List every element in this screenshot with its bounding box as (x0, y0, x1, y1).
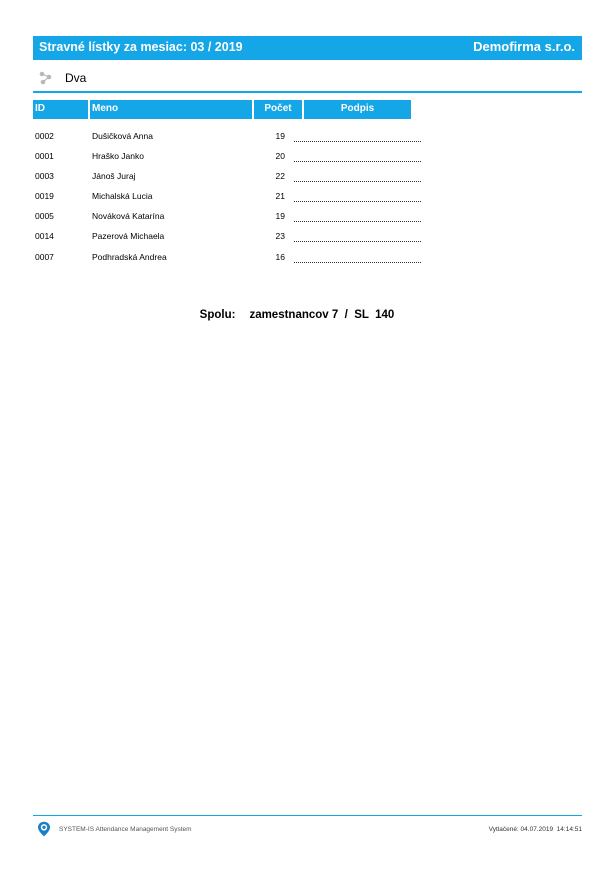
table-row (0, 209, 616, 225)
row-id: 0003 (35, 171, 54, 181)
company-name: Demofirma s.r.o. (473, 39, 575, 54)
table-row (0, 129, 616, 145)
signature-line (294, 181, 421, 182)
table-row (0, 250, 616, 266)
table-row (0, 169, 616, 185)
group-name: Dva (65, 71, 87, 85)
column-header-signature: Podpis (304, 100, 411, 119)
row-count: 19 (275, 211, 285, 221)
row-id: 0007 (35, 252, 54, 262)
row-name: Dušičková Anna (92, 131, 153, 141)
row-name: Nováková Katarína (92, 211, 165, 221)
report-header (33, 36, 582, 60)
summary-label: Spolu: (199, 309, 236, 321)
signature-line (294, 241, 421, 242)
signature-line (294, 221, 421, 222)
group-divider (33, 91, 582, 93)
footer-divider (33, 815, 582, 816)
row-name: Podhradská Andrea (92, 252, 167, 262)
signature-line (294, 141, 421, 142)
row-id: 0001 (35, 151, 54, 161)
signature-line (294, 201, 421, 202)
group-nodes-icon (38, 70, 54, 86)
row-count: 23 (275, 231, 285, 241)
footer-system-name: SYSTEM-IS Attendance Management System (59, 826, 192, 833)
location-pin-logo-icon (37, 821, 51, 837)
footer-printed-timestamp: Vytlačené: 04.07.2019 14:14:51 (488, 826, 582, 833)
row-count: 16 (275, 252, 285, 262)
row-name: Pazerová Michaela (92, 231, 165, 241)
signature-line (294, 161, 421, 162)
signature-line (294, 262, 421, 263)
row-name: Hraško Janko (92, 151, 144, 161)
table-row (0, 189, 616, 205)
row-name: Michalská Lucia (92, 191, 153, 201)
row-count: 21 (275, 191, 285, 201)
report-title: Stravné lístky za mesiac: 03 / 2019 (39, 40, 243, 54)
column-header-count: Počet (254, 100, 302, 119)
row-count: 20 (275, 151, 285, 161)
summary-total (0, 309, 594, 321)
summary-text: zamestnancov 7 / SL 140 (249, 309, 395, 321)
table-row (0, 149, 616, 165)
row-name: Jánoš Juraj (92, 171, 136, 181)
row-count: 19 (275, 131, 285, 141)
row-id: 0019 (35, 191, 54, 201)
row-id: 0014 (35, 231, 54, 241)
row-id: 0005 (35, 211, 54, 221)
table-row (0, 229, 616, 245)
row-id: 0002 (35, 131, 54, 141)
column-header-id: ID (33, 100, 88, 119)
column-header-name: Meno (90, 100, 252, 119)
row-count: 22 (275, 171, 285, 181)
